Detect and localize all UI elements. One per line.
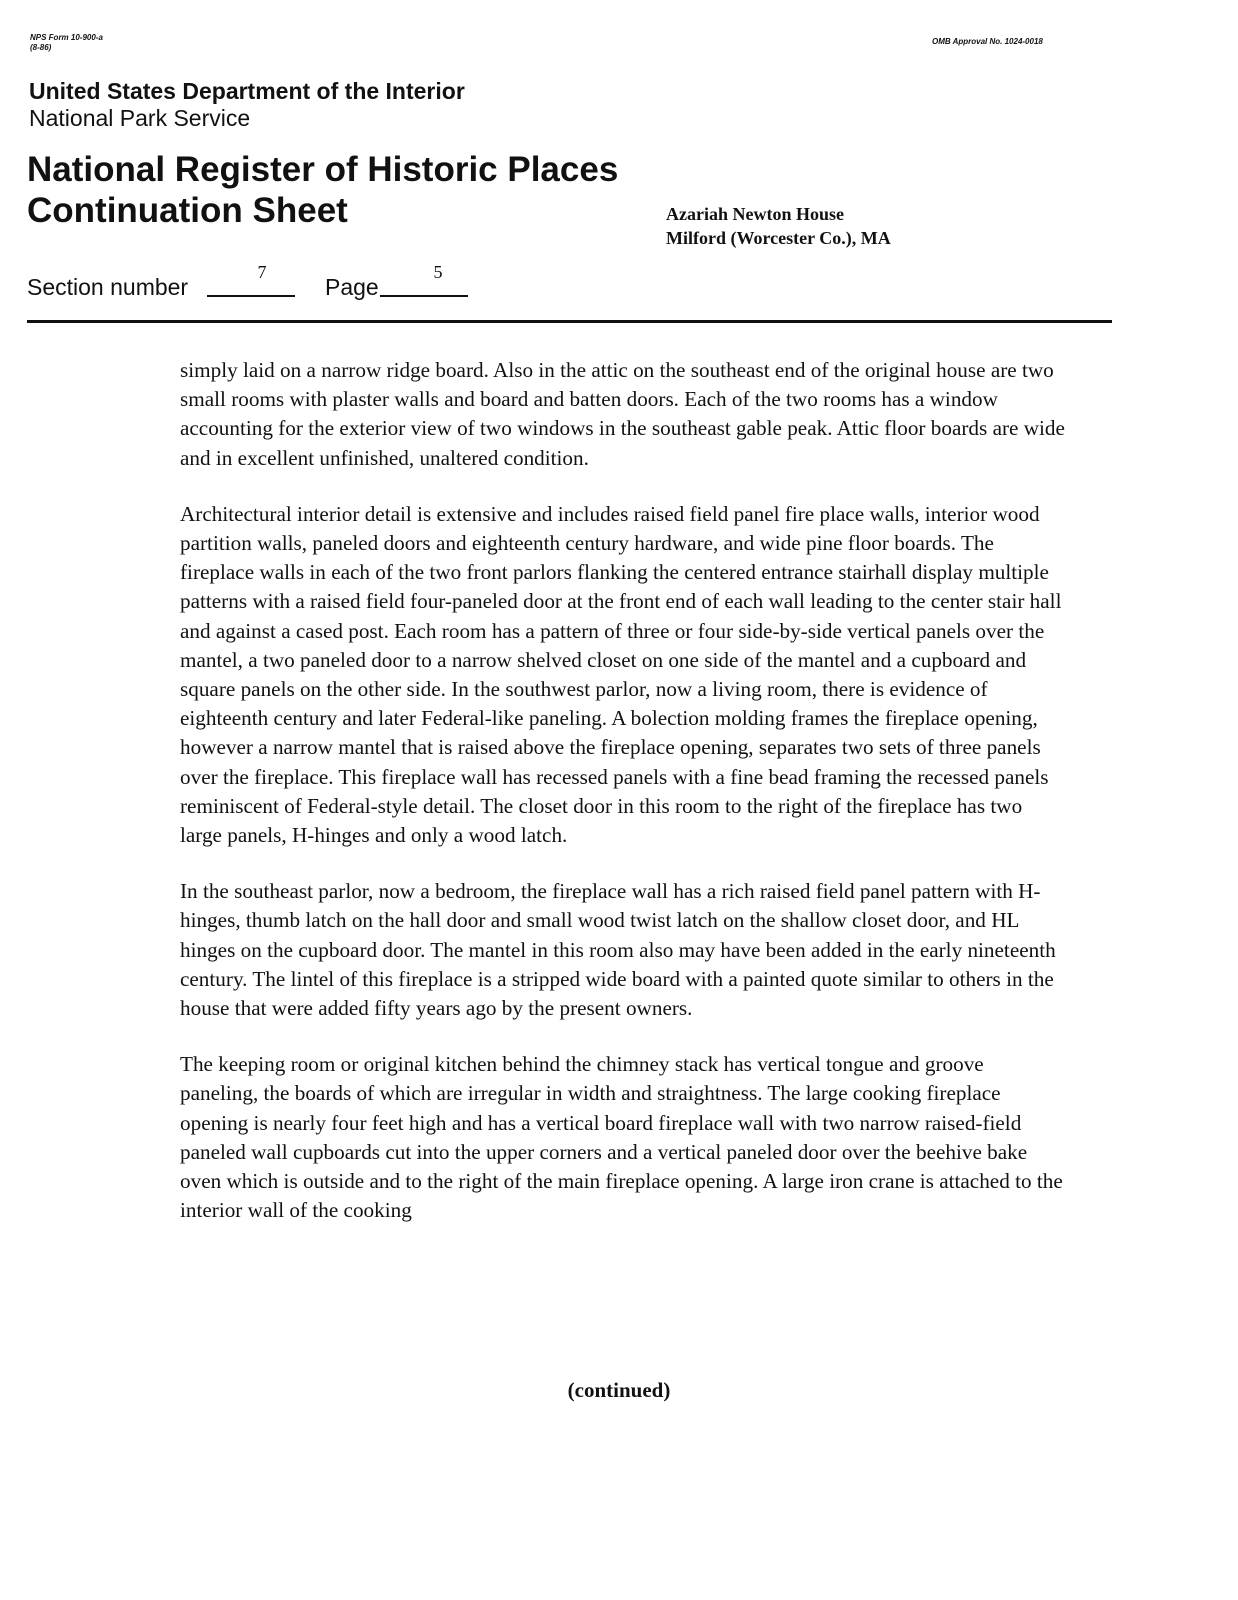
page-number-underline bbox=[380, 295, 468, 297]
paragraph-interior-detail: Architectural interior detail is extensive and includes raised field panel fire place walls, interior wood partition walls, paneled doors and eighteenth century hardware, and wide pine floor boards. The fireplace walls in each of the two front parlors flanking the centered entrance stairhall display multiple patterns with a raised field four-paneled door at the front end of each wall leading to the center stair hall and against a cased post. Each room has a pattern of three or four side-by-side vertical panels over the mantel, a two paneled door to a narrow shelved closet on one side of the mantel and a cupboard and square panels on the other side. In the southwest parlor, now a living room, there is evidence of eighteenth century and later Federal-like paneling. A bolection molding frames the fireplace opening, however a narrow mantel that is raised above the fireplace opening, separates two sets of three panels over the fireplace. This fireplace wall has recessed panels with a fine bead framing the recessed panels reminiscent of Federal-style detail. The closet door in this room to the right of the fireplace has two large panels, H-hinges and only a wood latch. bbox=[180, 501, 1062, 848]
continuation-sheet-title: Continuation Sheet bbox=[27, 191, 348, 230]
property-location: Milford (Worcester Co.), MA bbox=[666, 228, 891, 248]
section-number-value: 7 bbox=[257, 262, 267, 282]
form-number: NPS Form 10-900-a bbox=[30, 33, 103, 42]
agency-name: National Park Service bbox=[29, 105, 251, 131]
page-label: Page bbox=[325, 274, 379, 300]
section-page-row bbox=[27, 262, 527, 306]
continued-note: (continued) bbox=[567, 1378, 671, 1402]
form-date: (8-86) bbox=[30, 43, 52, 52]
page-number-value: 5 bbox=[433, 262, 443, 282]
body-text bbox=[180, 356, 1065, 1252]
paragraph-attic: simply laid on a narrow ridge board. Also in the attic on the southeast end of the original house are two small rooms with plaster walls and board and batten doors. Each of the two rooms has a window accounting for the exterior view of two windows in the southeast gable peak. Attic floor boards are wide and in excellent unfinished, unaltered condition. bbox=[180, 358, 1065, 470]
section-number-underline bbox=[207, 295, 295, 297]
section-number-label: Section number bbox=[27, 274, 189, 300]
property-name: Azariah Newton House bbox=[666, 204, 844, 224]
property-block bbox=[666, 202, 891, 250]
header-divider bbox=[27, 320, 1112, 323]
paragraph-southeast-parlor: In the southeast parlor, now a bedroom, the fireplace wall has a rich raised field panel pattern with H-hinges, thumb latch on the hall door and small wood twist latch on the shallow closet door, and HL hinges on the cupboard door. The mantel in this room also may have been added in the early nineteenth century. The lintel of this fireplace is a stripped wide board with a painted quote similar to others in the house that were added fifty years ago by the present owners. bbox=[180, 879, 1056, 1021]
form-identifier bbox=[30, 33, 103, 53]
register-title: National Register of Historic Places bbox=[27, 150, 619, 189]
omb-approval-number: OMB Approval No. 1024-0018 bbox=[932, 37, 1043, 46]
department-name: United States Department of the Interior bbox=[29, 78, 465, 104]
paragraph-keeping-room: The keeping room or original kitchen behind the chimney stack has vertical tongue and groove paneling, the boards of which are irregular in width and straightness. The large cooking fireplace opening is nearly four feet high and has a vertical board fireplace wall with two narrow raised-field paneled wall cupboards cut into the upper corners and a vertical paneled door over the beehive bake oven which is outside and to the right of the main fireplace opening. A large iron crane is attached to the interior wall of the cooking bbox=[180, 1052, 1063, 1223]
